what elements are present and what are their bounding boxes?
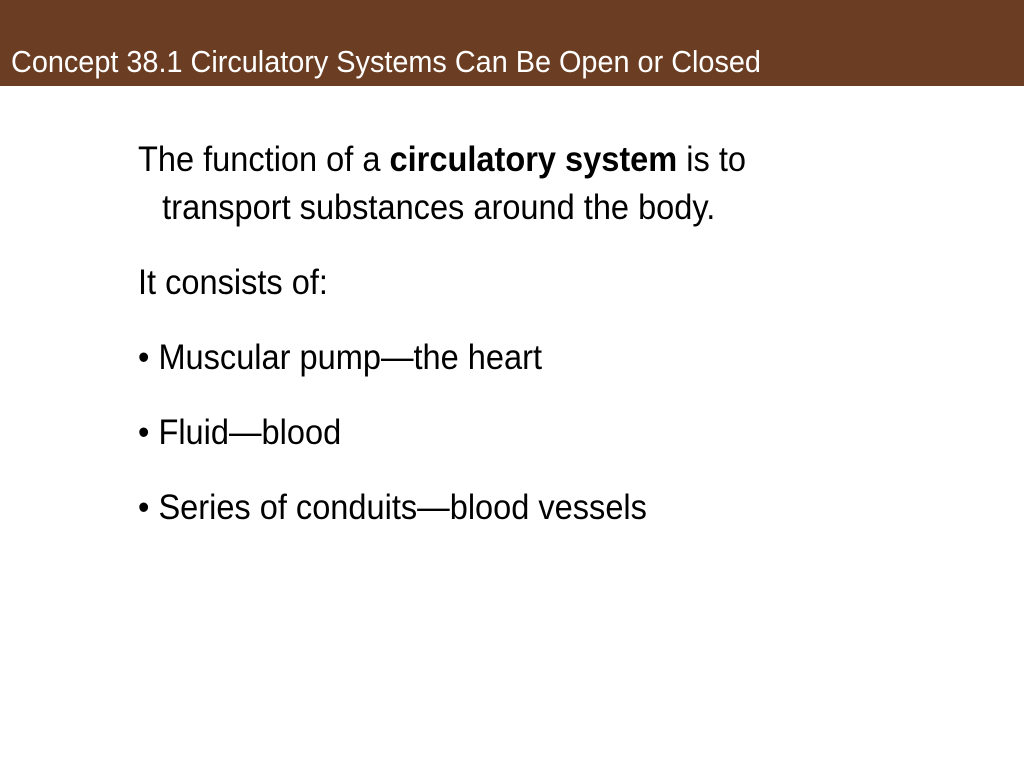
intro-text-before: The function of a	[138, 140, 381, 179]
bullet-item-blood: • Fluid—blood	[138, 413, 342, 452]
bullet-item-vessels: • Series of conduits—blood vessels	[138, 488, 647, 527]
bullet-list	[138, 334, 882, 532]
slide-content	[138, 136, 882, 532]
slide-title: Concept 38.1 Circulatory Systems Can Be Open or Closed	[11, 44, 761, 79]
title-bar	[0, 0, 1024, 86]
bullet-item-heart: • Muscular pump—the heart	[138, 338, 542, 377]
intro-paragraph	[138, 136, 882, 232]
consists-of-label: It consists of:	[138, 263, 328, 302]
intro-term-bold: circulatory system	[389, 140, 678, 179]
intro-text-after: is to transport substances around the body.	[162, 140, 746, 227]
